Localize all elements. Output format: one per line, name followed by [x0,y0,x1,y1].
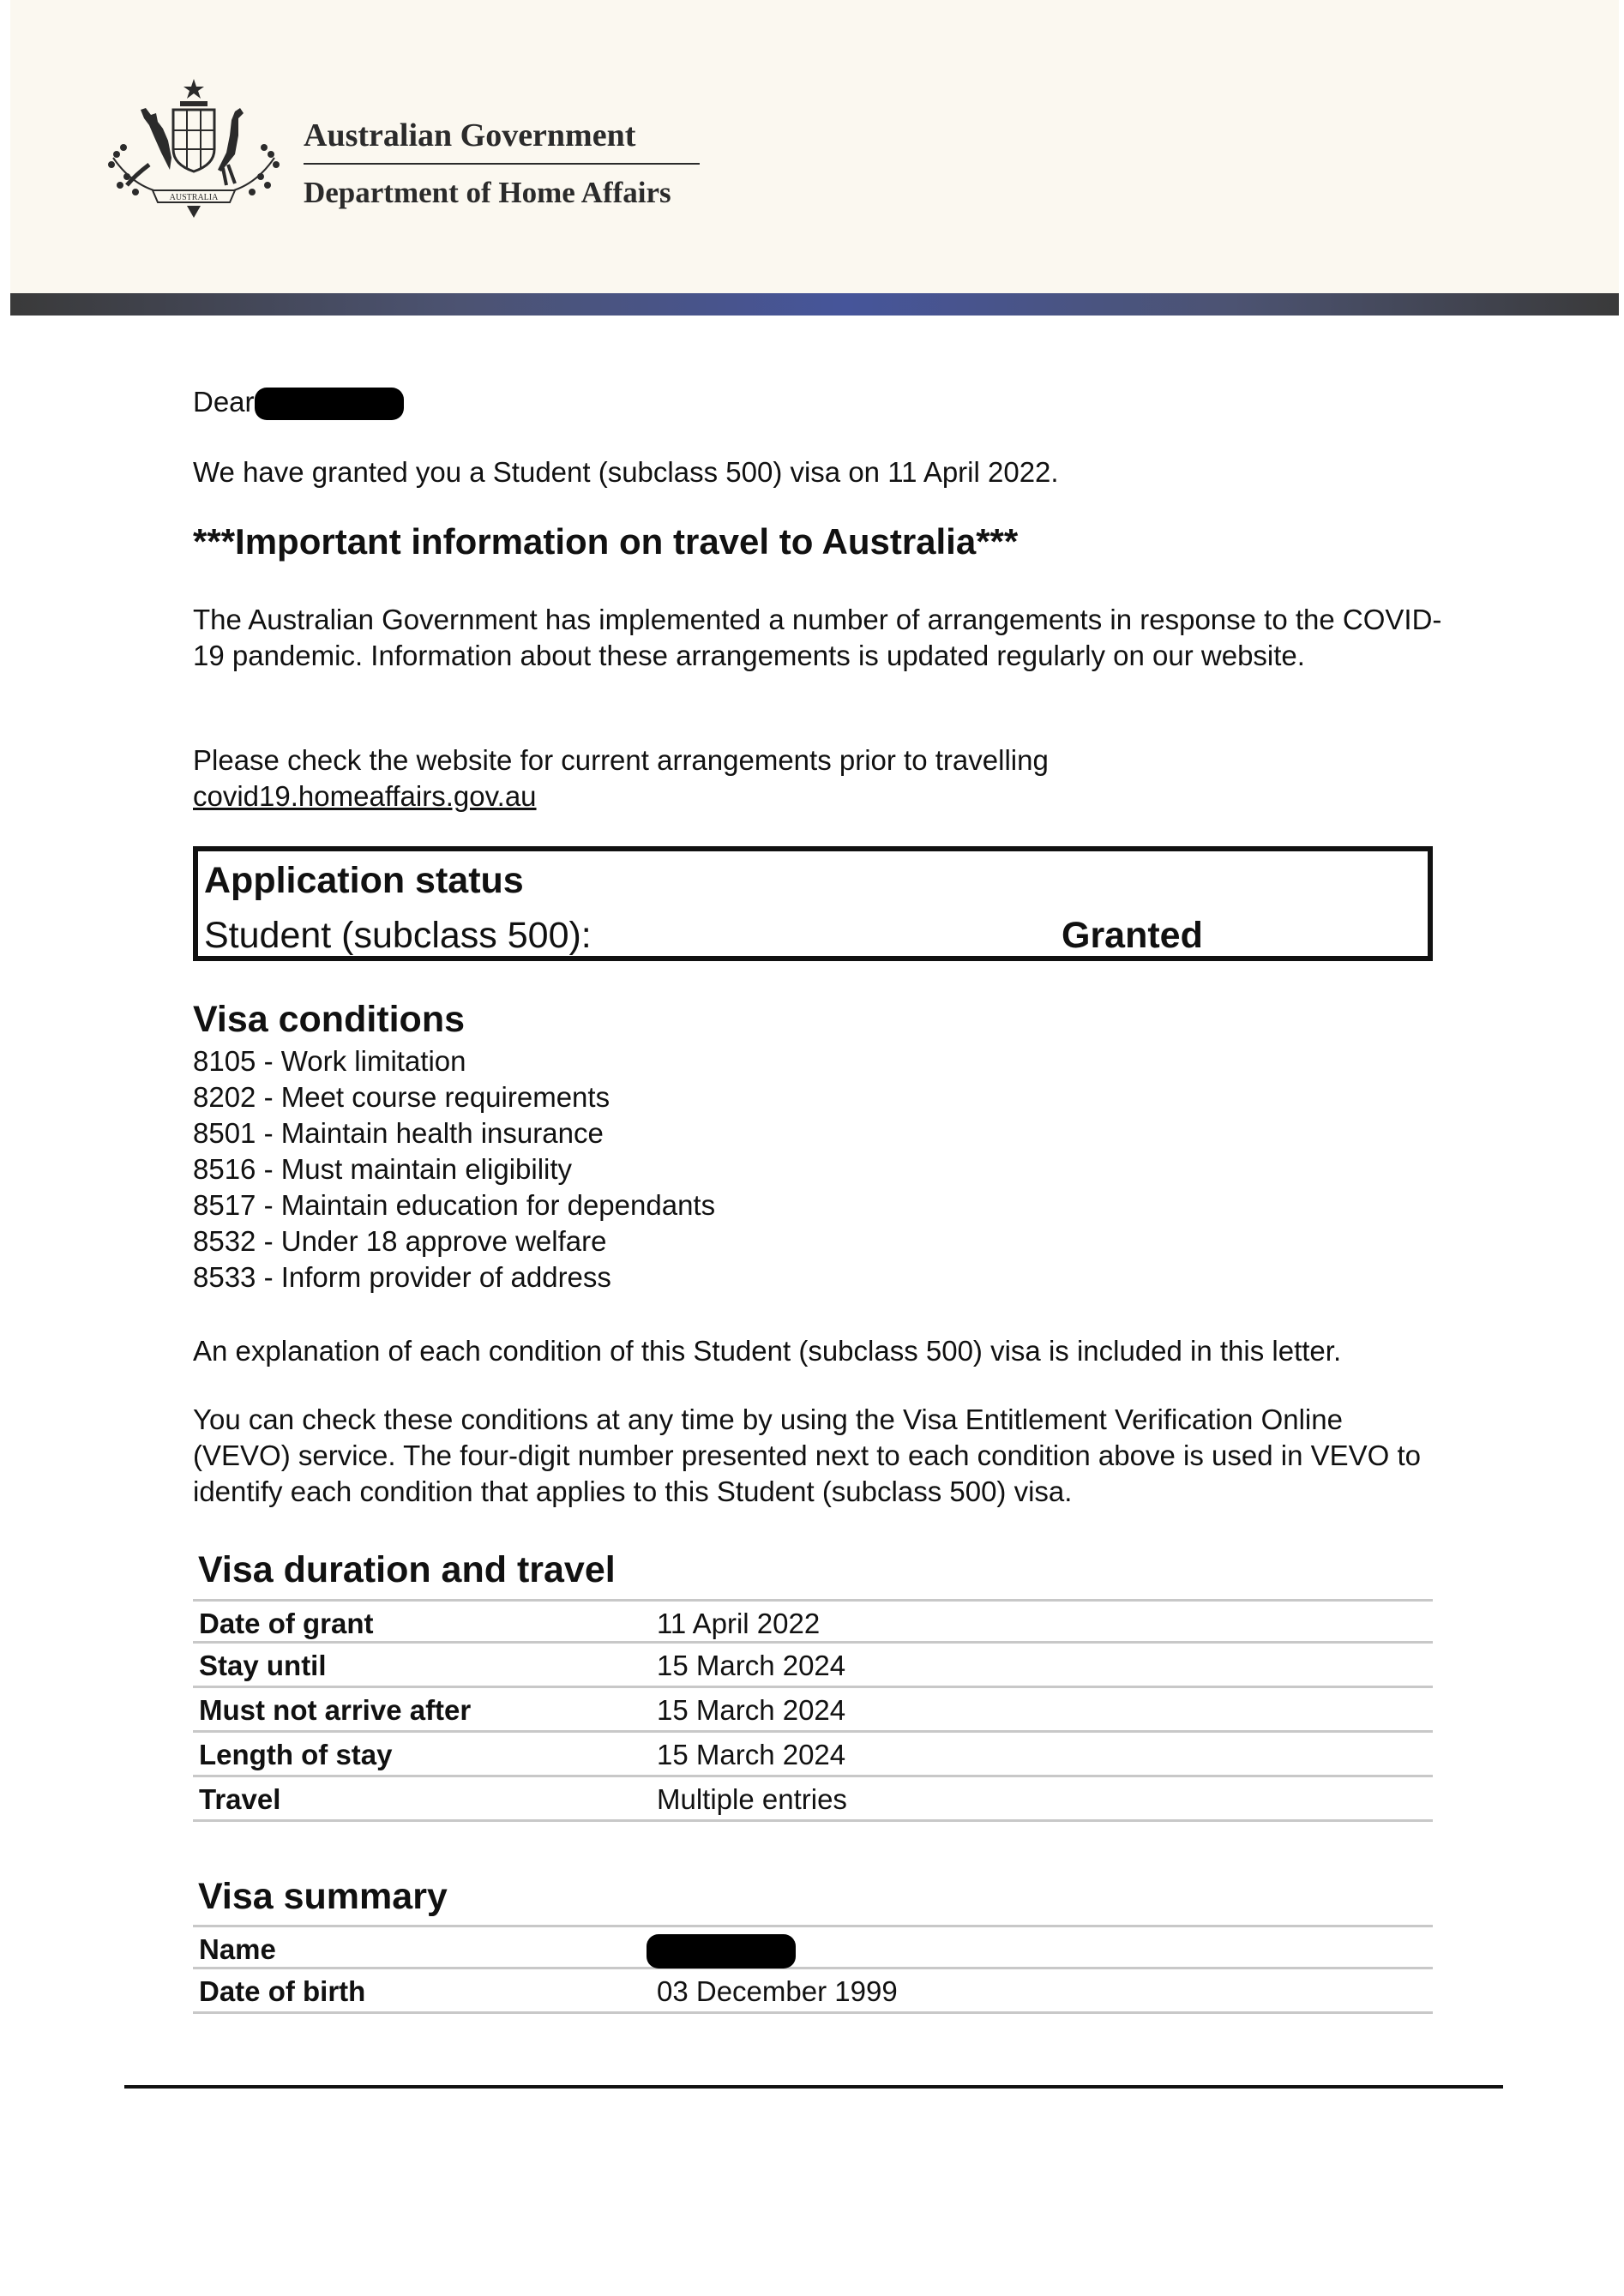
svg-text:AUSTRALIA: AUSTRALIA [169,193,219,202]
organisation-block [304,115,703,213]
list-item: 8532 - Under 18 approve welfare [193,1225,607,1257]
redacted-name [255,388,404,420]
table-row [193,1969,1433,2014]
row-label: Must not arrive after [199,1694,472,1726]
visa-duration-heading: Visa duration and travel [198,1549,616,1590]
check-website-paragraph [193,742,1445,814]
table-row [193,1733,1433,1777]
application-status-box [193,846,1433,961]
explanation-paragraph: An explanation of each condition of this Student (subclass 500) visa is included in this letter. [193,1335,1342,1367]
visa-conditions-heading: Visa conditions [193,999,465,1040]
table-row [193,1777,1433,1822]
covid-paragraph: The Australian Government has implemented a number of arrangements in response to the COVID-19 pandemic. Information about these arrangements is updated regularly on our website. [193,604,1442,671]
salutation [193,384,404,420]
row-value: Multiple entries [657,1783,847,1815]
row-label: Name [199,1933,276,1965]
table-row [193,1925,1433,1969]
row-value: 15 March 2024 [657,1739,846,1770]
footer-divider [124,2085,1503,2089]
important-heading: ***Important information on travel to Australia*** [193,521,1019,562]
table-row [193,1599,1433,1644]
organisation-name: Australian Government [304,117,636,153]
row-value [657,1932,796,1968]
application-status-title: Application status [204,860,524,901]
row-label: Stay until [199,1650,327,1681]
website-link[interactable]: covid19.homeaffairs.gov.au [193,780,537,812]
list-item: 8501 - Maintain health insurance [193,1117,604,1149]
organisation-divider [304,163,700,165]
list-item: 8517 - Maintain education for dependants [193,1189,716,1221]
row-value: 15 March 2024 [657,1694,846,1726]
vevo-paragraph: You can check these conditions at any time by using the Visa Entitlement Verification Online (VEVO) service. The four-digit number presented next to each condition above is used in VEVO to identify each condition that applies to this Student (subclass 500) visa. [193,1403,1421,1507]
row-value: 11 April 2022 [657,1608,821,1639]
list-item: 8105 - Work limitation [193,1045,466,1077]
list-item: 8516 - Must maintain eligibility [193,1153,573,1185]
visa-duration-table [193,1599,1433,1822]
coat-of-arms-icon [101,75,286,219]
visa-summary-table [193,1925,1433,2014]
application-status-label: Student (subclass 500): [204,915,592,956]
check-website-text: Please check the website for current arrangements prior to travelling [193,744,1049,776]
row-label: Date of grant [199,1608,374,1639]
row-label: Travel [199,1783,281,1815]
application-status-value: Granted [1062,915,1203,956]
salutation-text: Dear [193,386,255,418]
visa-summary-heading: Visa summary [198,1876,448,1917]
table-row [193,1644,1433,1688]
row-label: Length of stay [199,1739,393,1770]
redacted-name [647,1934,796,1968]
row-value: 15 March 2024 [657,1650,846,1681]
department-name: Department of Home Affairs [304,176,671,209]
list-item: 8202 - Meet course requirements [193,1081,611,1113]
row-value: 03 December 1999 [657,1975,898,2007]
list-item: 8533 - Inform provider of address [193,1261,611,1293]
letterhead-stripe [10,293,1619,316]
grant-statement: We have granted you a Student (subclass 500) visa on 11 April 2022. [193,456,1059,488]
row-label: Date of birth [199,1975,366,2007]
table-row [193,1688,1433,1733]
visa-conditions-list [193,1043,715,1295]
